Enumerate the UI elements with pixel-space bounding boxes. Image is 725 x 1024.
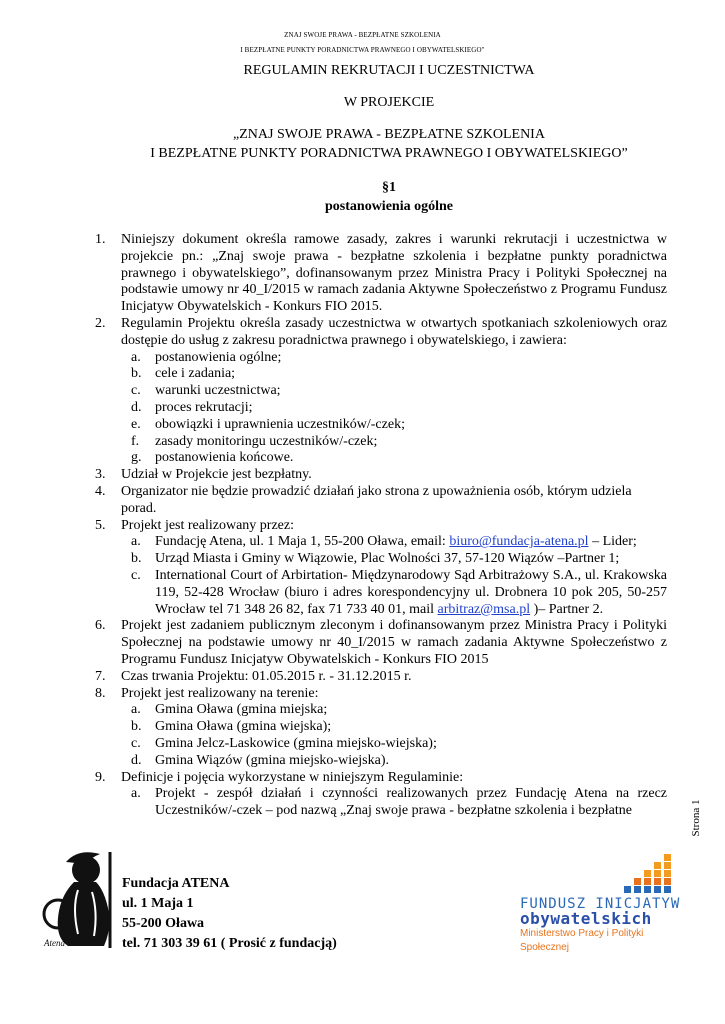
- footer-address: [122, 874, 337, 954]
- list-item: [95, 316, 667, 350]
- footer-street: ul. 1 Maja 1: [122, 896, 194, 911]
- item-text: Definicje i pojęcia wykorzystane w niniejszym Regulaminie:: [121, 769, 464, 785]
- item-number: 9.: [95, 769, 106, 785]
- list-item: [95, 467, 667, 484]
- sub-item: b. cele i zadania;: [131, 366, 236, 382]
- sub-item: f. zasady monitoringu uczestników/-czek;: [131, 433, 378, 449]
- list-item: [95, 518, 667, 535]
- sub-item: g. postanowienia końcowe.: [131, 450, 294, 466]
- footer-org: Fundacja ATENA: [122, 876, 230, 891]
- item-number: 7.: [95, 668, 106, 684]
- list-item: [95, 686, 667, 703]
- fio-logo-text: FUNDUSZ INICJATYW obywatelskich Ministerstwo Pracy i Polityki Społecznej: [520, 896, 681, 953]
- item-number: 5.: [95, 517, 106, 533]
- section-heading: postanowienia ogólne: [325, 199, 453, 214]
- sub-item: c. Gmina Jelcz-Laskowice (gmina miejsko-wiejska);: [131, 735, 437, 751]
- page-number-label: Strona 1: [690, 799, 702, 837]
- item-text: Regulamin Projektu określa zasady uczestnictwa w otwartych spotkaniach szkoleniowych oraz dostępie do usług z zakresu poradnictwa prawnego i obywatelskiego, i zawiera:: [121, 315, 667, 348]
- footer-city: 55-200 Oława: [122, 916, 205, 931]
- sub-item: b. Urząd Miasta i Gminy w Wiązowie, Plac Wolności 37, 57-120 Wiązów –Partner 1;: [131, 551, 620, 567]
- item-text: Czas trwania Projektu: 01.05.2015 r. - 31.12.2015 r.: [121, 668, 412, 684]
- sub-item: c. International Court of Arbirtation- Międzynarodowy Sąd Arbitrażowy S.A., ul. Krakowska 119, 52-428 Wrocław (biuro i adres korespondencyjny ul. Drobnera 10 pok 205, 50-257 Wrocław tel 71 348 26 82, fax 71 733 40 01, mail arbitraz@msa.pl )– Partner 2.: [131, 567, 667, 617]
- doc-title-line2: W PROJEKCIE: [343, 95, 435, 110]
- item-text: Projekt jest realizowany przez:: [121, 517, 294, 533]
- item-number: 6.: [95, 618, 106, 634]
- email-link-atena[interactable]: biuro@fundacja-atena.pl: [449, 534, 589, 550]
- footer-phone: tel. 71 303 39 61 ( Prosić z fundacją): [122, 936, 337, 951]
- doc-title-line1: REGULAMIN REKRUTACJI I UCZESTNICTWA: [243, 63, 535, 78]
- running-header-line1: ZNAJ SWOJE PRAWA - BEZPŁATNE SZKOLENIA: [284, 31, 441, 39]
- list-item: [95, 618, 667, 668]
- list-item: [95, 770, 667, 787]
- item-number: 8.: [95, 685, 106, 701]
- list-item: [95, 669, 667, 686]
- sub-item: a. postanowienia ogólne;: [131, 349, 282, 365]
- doc-title-line4: I BEZPŁATNE PUNKTY PORADNICTWA PRAWNEGO I OBYWATELSKIEGO”: [150, 146, 628, 161]
- item-text: Niniejszy dokument określa ramowe zasady, zakres i warunki rekrutacji i uczestnictwa w projekcie pn.: „Znaj swoje prawa - bezpłatne szkolenia i bezpłatne punkty poradnictwa prawnego i obywatelskiego”, dofinansowanym przez Ministra Pracy i Polityki Społecznej na podstawie umowy nr 40_I/2015 w ramach zadania Aktywne Społeczeństwo z Programu Fundusz Inicjatyw Obywatelskich - Konkurs FIO 2015.: [121, 232, 667, 315]
- running-header-line2: I BEZPŁATNE PUNKTY PORADNICTWA PRAWNEGO I OBYWATELSKIEGO": [240, 46, 485, 54]
- sub-item: b. Gmina Oława (gmina wiejska);: [131, 719, 332, 735]
- atena-logo: [38, 848, 124, 950]
- sub-item: a. Gmina Oława (gmina miejska;: [131, 702, 328, 718]
- doc-title-line3: „ZNAJ SWOJE PRAWA - BEZPŁATNE SZKOLENIA: [233, 127, 545, 142]
- sub-item: a. Projekt - zespół działań i czynności realizowanych przez Fundację Atena na rzecz Uczestników/-czek – pod nazwą „Znaj swoje prawa - bezpłatne szkolenia i bezpłatne: [131, 786, 667, 819]
- item-text: Udział w Projekcie jest bezpłatny.: [121, 467, 312, 483]
- sub-item: e. obowiązki i uprawnienia uczestników/-czek;: [131, 416, 405, 432]
- section-number: §1: [382, 180, 396, 195]
- sub-item: d. Gmina Wiązów (gmina miejsko-wiejska).: [131, 752, 390, 768]
- sub-item: c. warunki uczestnictwa;: [131, 383, 281, 399]
- sub-item: a. Fundację Atena, ul. 1 Maja 1, 55-200 Oława, email: biuro@fundacja-atena.pl – Lider;: [131, 534, 637, 550]
- sub-item: d. proces rekrutacji;: [131, 399, 253, 415]
- list-item: [95, 232, 667, 316]
- item-number: 1.: [95, 232, 106, 247]
- svg-text:Atena: Atena: [44, 938, 65, 948]
- item-number: 2.: [95, 315, 106, 331]
- list-item: [95, 484, 667, 518]
- item-text: Projekt jest zadaniem publicznym zleconym i dofinansowanym przez Ministra Pracy i Polityki Społecznej na podstawie umowy nr 40_I/2015 w ramach zadania Aktywne Społeczeństwo z Programu Fundusz Inicjatyw Obywatelskich - Konkurs FIO 2015: [121, 618, 667, 667]
- regulation-body: [95, 232, 667, 820]
- item-text: Projekt jest realizowany na terenie:: [121, 685, 319, 701]
- email-link-msa[interactable]: arbitraz@msa.pl: [437, 601, 531, 617]
- item-text: Organizator nie będzie prowadzić działań jako strona z upoważnienia osób, którym udziela porad.: [121, 483, 632, 516]
- item-number: 3.: [95, 467, 106, 483]
- item-number: 4.: [95, 483, 106, 499]
